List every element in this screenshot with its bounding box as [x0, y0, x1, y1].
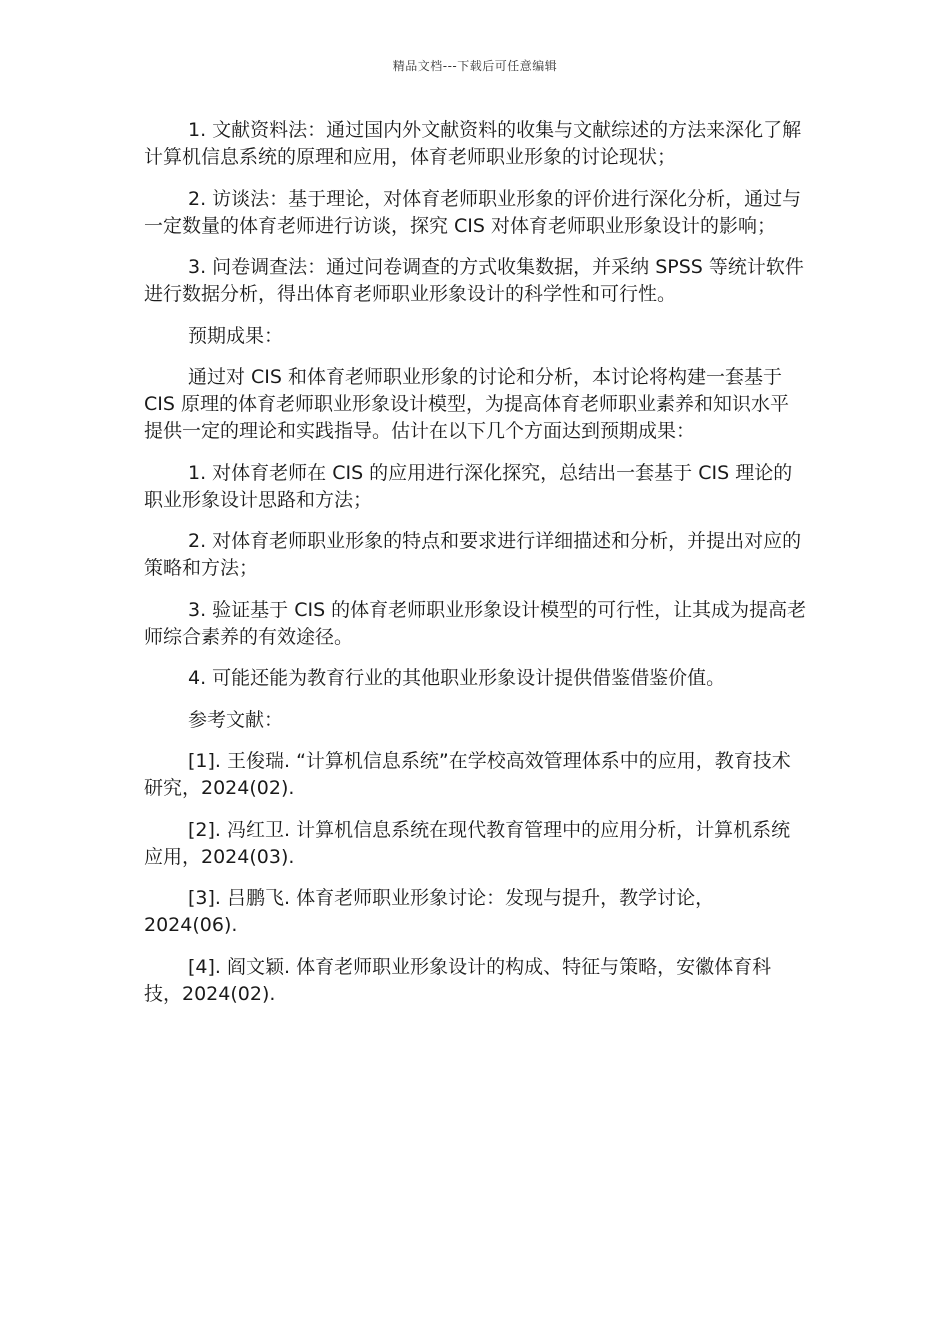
reference-item-1: [1]. 王俊瑞. “计算机信息系统”在学校高效管理体系中的应用，教育技术研究，2024(02). [144, 750, 791, 799]
expected-results-intro: 通过对 CIS 和体育老师职业形象的讨论和分析，本讨论将构建一套基于 CIS 原理的体育老师职业形象设计模型，为提高体育老师职业素养和知识水平提供一定的理论和实践指导。估计在以下几个方面达到预期成果： [144, 366, 789, 442]
expected-result-item-3: 3. 验证基于 CIS 的体育老师职业形象设计模型的可行性，让其成为提高老师综合素养的有效途径。 [144, 598, 807, 648]
page-header: 精品文档---下载后可任意编辑 [392, 59, 558, 73]
expected-result-item-4: 4. 可能还能为教育行业的其他职业形象设计提供借鉴借鉴价值。 [188, 667, 726, 689]
expected-results-heading: 预期成果： [188, 324, 284, 347]
method-interview-paragraph: 2. 访谈法：基于理论，对体育老师职业形象的评价进行深化分析，通过与一定数量的体育老师进行访谈，探究 CIS 对体育老师职业形象设计的影响； [144, 187, 802, 237]
references-heading: 参考文献： [188, 708, 284, 731]
method-questionnaire-paragraph: 3. 问卷调查法：通过问卷调查的方式收集数据，并采纳 SPSS 等统计软件进行数据分析，得出体育老师职业形象设计的科学性和可行性。 [144, 256, 804, 305]
document-body [144, 117, 807, 1022]
reference-item-2: [2]. 冯红卫. 计算机信息系统在现代教育管理中的应用分析，计算机系统应用，2024(03). [144, 818, 791, 868]
expected-result-item-2: 2. 对体育老师职业形象的特点和要求进行详细描述和分析，并提出对应的策略和方法； [144, 530, 802, 579]
method-literature-paragraph: 1. 文献资料法：通过国内外文献资料的收集与文献综述的方法来深化了解计算机信息系统的原理和应用，体育老师职业形象的讨论现状； [144, 119, 802, 168]
reference-item-3: [3]. 吕鹏飞. 体育老师职业形象讨论：发现与提升，教学讨论，2024(06). [144, 887, 715, 936]
expected-result-item-1: 1. 对体育老师在 CIS 的应用进行深化探究，总结出一套基于 CIS 理论的职业形象设计思路和方法； [144, 461, 793, 511]
reference-item-4: [4]. 阎文颖. 体育老师职业形象设计的构成、特征与策略，安徽体育科技，2024(02). [144, 955, 772, 1005]
